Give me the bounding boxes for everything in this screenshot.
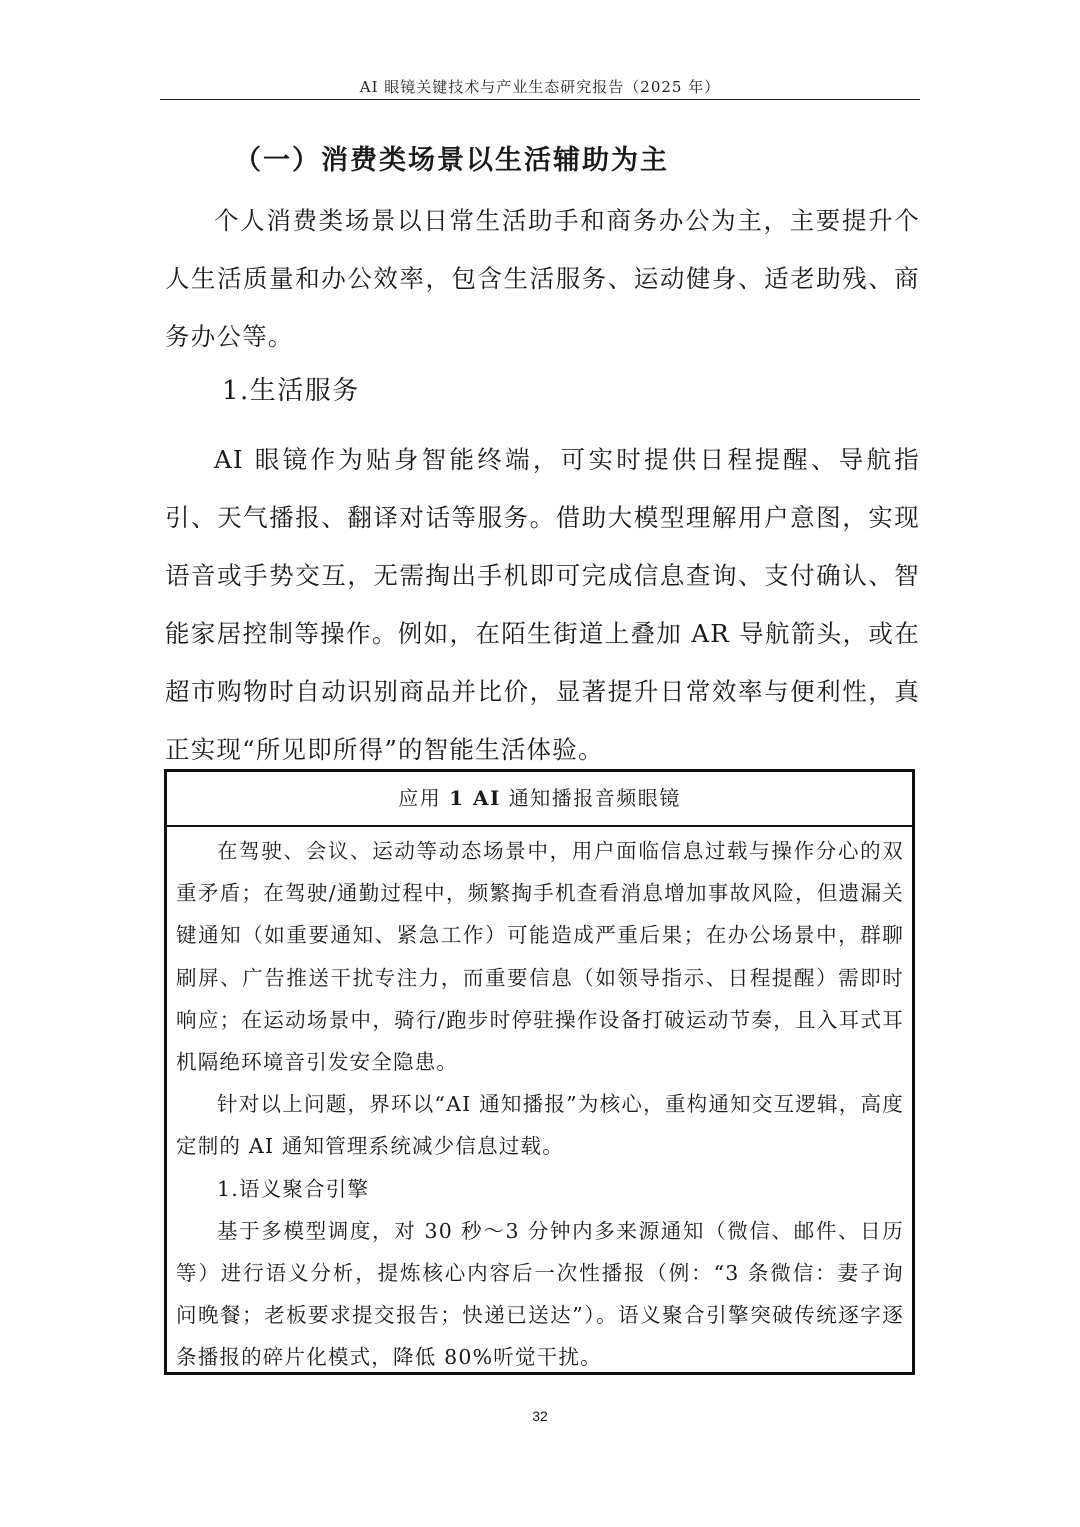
case-paragraph-feature: 基于多模型调度，对 30 秒～3 分钟内多来源通知（微信、邮件、日历等）进行语义分析，提炼核心内容后一次性播报（例：“3 条微信：妻子询问晚餐；老板要求提交报告；快递已送达”）。语义聚合引擎突破传统逐字逐条播报的碎片化模式，降低 80%听觉干扰。 [176,1218,904,1370]
case-paragraph-solution: 针对以上问题，界环以“AI 通知播报”为核心，重构通知交互逻辑，高度定制的 AI 通知管理系统减少信息过载。 [176,1092,904,1159]
case-title-number: 1 AI [449,786,501,810]
subsection-heading: 1.生活服务 [222,376,360,406]
header-divider [160,99,920,100]
case-title-prefix: 应用 [398,786,450,810]
page-number: 32 [532,1408,548,1424]
section-heading: （一）消费类场景以生活辅助为主 [234,145,669,176]
intro-paragraph: 个人消费类场景以日常生活助手和商务办公为主，主要提升个人生活质量和办公效率，包含生活服务、运动健身、适老助残、商务办公等。 [165,206,920,351]
case-study-box [164,769,915,1375]
page-header-title: AI 眼镜关键技术与产业生态研究报告（2025 年） [359,78,721,96]
case-paragraph-problem: 在驾驶、会议、运动等动态场景中，用户面临信息过载与操作分心的双重矛盾；在驾驶/通勤过程中，频繁掏手机查看消息增加事故风险，但遗漏关键通知（如重要通知、紧急工作）可能造成严重后果；在办公场景中，群聊刷屏、广告推送干扰专注力，而重要信息（如领导指示、日程提醒）需即时响应；在运动场景中，骑行/跑步时停驻操作设备打破运动节奏，且入耳式耳机隔绝环境音引发安全隐患。 [176,839,904,1075]
case-feature-heading: 1.语义聚合引擎 [217,1176,370,1201]
case-study-title [167,772,912,827]
case-study-body [167,827,912,1379]
case-title-text: 通知播报音频眼镜 [500,786,681,810]
service-paragraph: AI 眼镜作为贴身智能终端，可实时提供日程提醒、导航指引、天气播报、翻译对话等服务。借助大模型理解用户意图，实现语音或手势交互，无需掏出手机即可完成信息查询、支付确认、智能家居控制等操作。例如，在陌生街道上叠加 AR 导航箭头，或在超市购物时自动识别商品并比价，显著提升日常效率与便利性，真正实现“所见即所得”的智能生活体验。 [165,445,920,764]
